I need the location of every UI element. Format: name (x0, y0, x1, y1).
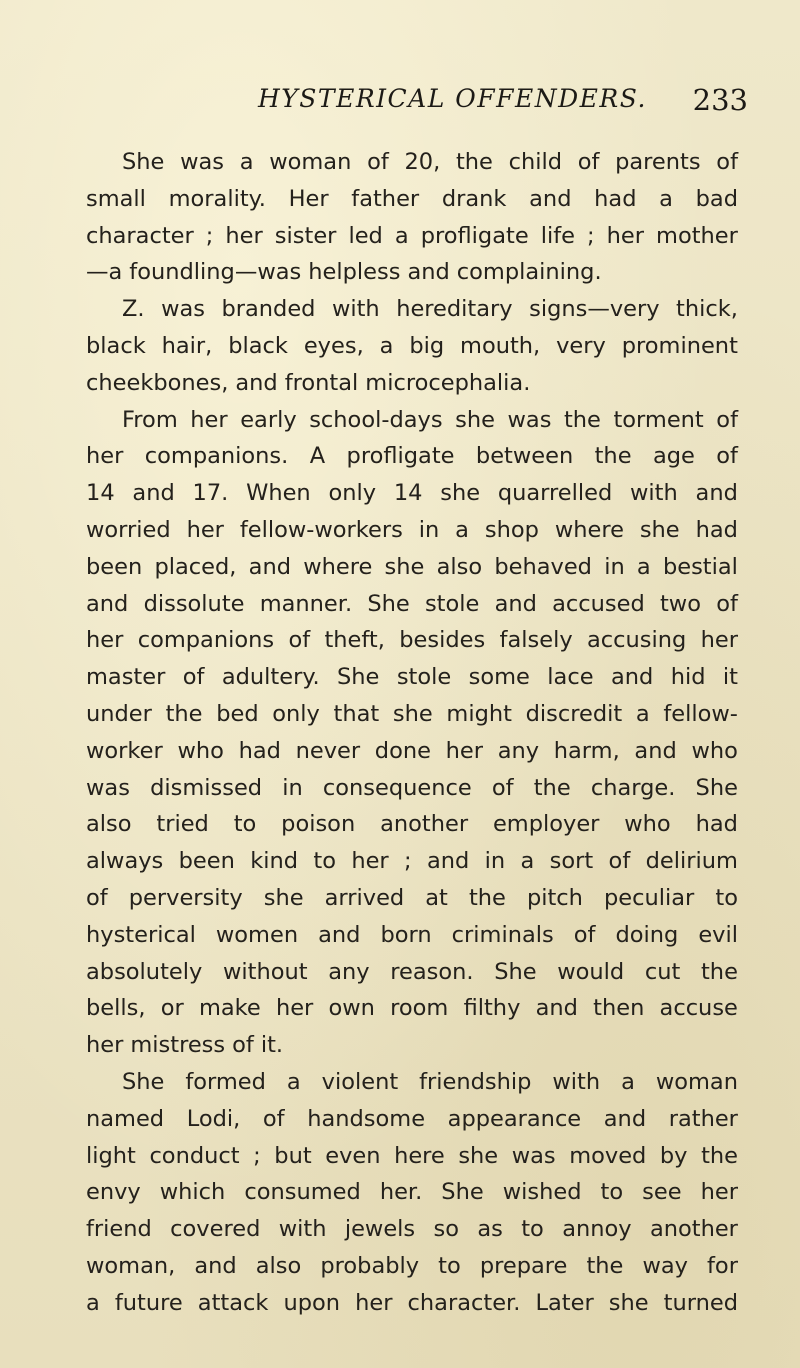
text-line: named Lodi, of handsome appearance and rather (86, 1105, 738, 1132)
text-line: cheekbones, and frontal microcephalia. (86, 369, 531, 396)
page-header (258, 84, 748, 124)
text-line: worker who had never done her any harm, and who (86, 737, 738, 764)
text-line: Z. was branded with hereditary signs—very thick, (122, 296, 738, 323)
text-line: been placed, and where she also behaved in a bestial (86, 553, 738, 580)
text-line: envy which consumed her. She wished to see her (86, 1179, 738, 1206)
text-line: under the bed only that she might discredit a fellow- (86, 700, 738, 727)
text-line: and dissolute manner. She stole and accused two of (86, 590, 738, 617)
text-line: She was a woman of 20, the child of parents of (122, 149, 738, 175)
text-line: master of adultery. She stole some lace and hid it (86, 664, 738, 691)
text-line: a future attack upon her character. Later she turned (86, 1289, 738, 1316)
page-number: 233 (692, 83, 748, 117)
text-line: friend covered with jewels so as to annoy another (86, 1216, 738, 1243)
text-line: of perversity she arrived at the pitch peculiar to (86, 884, 738, 911)
text-line: was dismissed in consequence of the charge. She (86, 774, 738, 801)
running-title: HYSTERICAL OFFENDERS. (258, 84, 647, 113)
text-line: always been kind to her ; and in a sort of delirium (86, 848, 738, 875)
text-line: also tried to poison another employer who had (86, 811, 738, 838)
text-line: her mistress of it. (86, 1032, 284, 1059)
text-line: absolutely without any reason. She would cut the (86, 958, 738, 985)
text-line: light conduct ; but even here she was moved by the (86, 1142, 738, 1169)
text-line: black hair, black eyes, a big mouth, very prominent (86, 332, 738, 359)
text-line: character ; her sister led a profligate life ; her mother (86, 222, 738, 249)
text-line: small morality. Her father drank and had a bad (86, 185, 738, 212)
text-line: her companions of theft, besides falsely accusing her (86, 627, 738, 654)
text-line: worried her fellow-workers in a shop where she had (86, 516, 738, 543)
text-line: bells, or make her own room filthy and then accuse (86, 995, 738, 1022)
text-line: hysterical women and born criminals of doing evil (86, 921, 738, 948)
text-line: 14 and 17. When only 14 she quarrelled with and (86, 480, 738, 507)
text-line: —a foundling—was helpless and complaining. (86, 259, 602, 286)
text-line: woman, and also probably to prepare the way for (86, 1252, 738, 1279)
text-line: her companions. A profligate between the age of (86, 443, 738, 470)
text-line: She formed a violent friendship with a woman (122, 1068, 738, 1095)
text-line: From her early school-days she was the torment of (122, 406, 738, 433)
body-text (86, 144, 738, 1322)
